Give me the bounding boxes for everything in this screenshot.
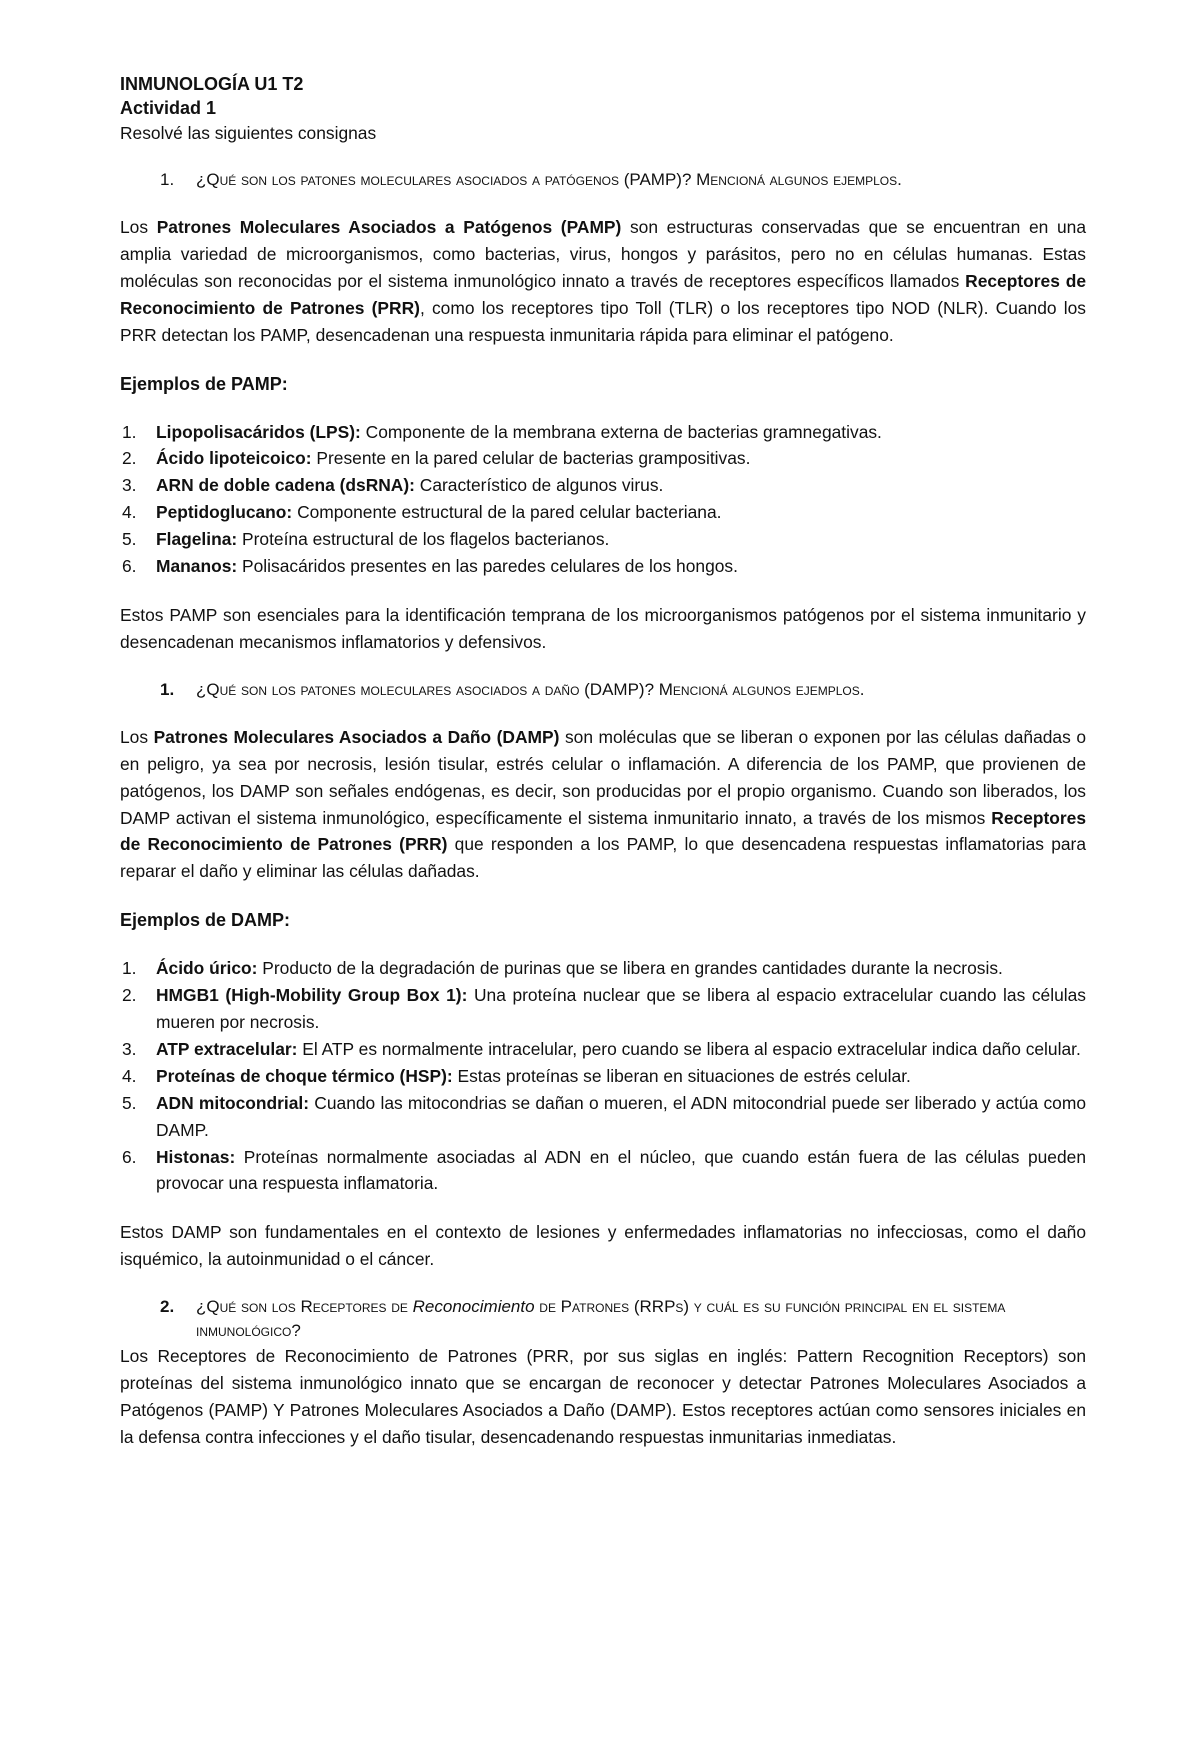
prr-term: Receptores de Reconocimiento de Patrones (PRR) (120, 807, 1086, 855)
list-item: 3. ATP extracelular: El ATP es normalmente intracelular, pero cuando se libera al espacio extracelular indica daño celular. (122, 1038, 1081, 1059)
damp-definition-paragraph: Los Patrones Moleculares Asociados a Daño (DAMP) son moléculas que se liberan o exponen por las células dañadas o en peligro, ya sea por necrosis, lesión tisular, estrés celular o inflamación. A diferencia de los PAMP, que provienen de patógenos, los DAMP son señales endógenas, es decir, son producidas por el propio organismo. Cuando son liberados, los DAMP activan el sistema inmunológico, específicamente el sistema inmunitario innato, a través de los mismos Receptores de Reconocimiento de Patrones (PRR) que responden a los PAMP, lo que desencadena respuestas inflamatorias para reparar el daño y eliminar las células dañadas. (120, 726, 1087, 882)
list-item: 2. HMGB1 (High-Mobility Group Box 1): Una proteína nuclear que se libera al espacio extracelular cuando las células mueren por necrosis. (122, 985, 1086, 1033)
document-title: INMUNOLOGÍA U1 T2 (120, 74, 304, 94)
list-item: 4. Peptidoglucano: Componente estructural de la pared celular bacteriana. (122, 502, 722, 523)
pamp-examples-heading: Ejemplos de PAMP: (120, 373, 288, 394)
question-number: 1. (160, 679, 175, 699)
pamp-term: Patrones Moleculares Asociados a Patógenos (PAMP) (156, 217, 622, 237)
list-item: 1. Ácido úrico: Producto de la degradación de purinas que se libera en grandes cantidades durante la necrosis. (122, 958, 1003, 979)
question-damp (120, 678, 1086, 702)
list-item: 3. ARN de doble cadena (dsRNA): Característico de algunos virus. (122, 475, 664, 496)
list-item: 2. Ácido lipoteicoico: Presente en la pared celular de bacterias grampositivas. (122, 448, 751, 469)
question-pamp (120, 168, 1086, 192)
list-item: 5. ADN mitocondrial: Cuando las mitocondrias se dañan o mueren, el ADN mitocondrial puede ser liberado y actúa como DAMP. (122, 1092, 1086, 1140)
instruction-text: Resolvé las siguientes consignas (120, 123, 377, 143)
pamp-closing-paragraph: Estos PAMP son esenciales para la identificación temprana de los microorganismos patógenos por el sistema inmunitario y desencadenan mecanismos inflamatorios y defensivos. (120, 604, 1086, 652)
pamp-definition-paragraph: Los Patrones Moleculares Asociados a Patógenos (PAMP) son estructuras conservadas que se encuentran en una amplia variedad de microorganismos, como bacterias, virus, hongos y parásitos, pero no en células humanas. Estas moléculas son reconocidas por el sistema inmunológico innato a través de receptores específicos llamados Receptores de Reconocimiento de Patrones (PRR), como los receptores tipo Toll (TLR) o los receptores tipo NOD (NLR). Cuando los PRR detectan los PAMP, desencadenan una respuesta inmunitaria rápida para eliminar el patógeno. (120, 217, 1086, 345)
list-item: 4. Proteínas de choque térmico (HSP): Estas proteínas se liberan en situaciones de estrés celular. (122, 1065, 911, 1086)
list-item: 6. Mananos: Polisacáridos presentes en las paredes celulares de los hongos. (122, 556, 738, 577)
document-page (120, 72, 1086, 1451)
question-text: ¿Qué son los patones moleculares asociados a daño (DAMP)? Mencioná algunos ejemplos. (196, 679, 865, 699)
damp-term: Patrones Moleculares Asociados a Daño (DAMP) (153, 726, 560, 747)
damp-examples-heading: Ejemplos de DAMP: (120, 910, 291, 931)
question-text: ¿Qué son los Receptores de Reconocimiento de Patrones (RRPs) y cuál es su función principal en el sistema inmunológico? (196, 1297, 1006, 1341)
list-item: 1. Lipopolisacáridos (LPS): Componente de la membrana externa de bacterias gramnegativas. (122, 421, 882, 442)
question-number: 2. (160, 1297, 175, 1317)
prr-term: Receptores de Reconocimiento de Patrones (PRR) (120, 270, 1086, 318)
question-text: ¿Qué son los patones moleculares asociados a patógenos (PAMP)? Mencioná algunos ejemplos. (196, 170, 902, 189)
pamp-examples-list (120, 419, 1086, 580)
activity-heading: Actividad 1 (120, 98, 217, 118)
prr-answer-paragraph: Los Receptores de Reconocimiento de Patrones (PRR, por sus siglas en inglés: Pattern Recognition Receptors) son proteínas del sistema inmunológico innato que se encargan de reconocer y detectar Patrones Moleculares Asociados a Patógenos (PAMP) Y Patrones Moleculares Asociados a Daño (DAMP). Estos receptores actúan como sensores iniciales en la defensa contra infecciones y el daño tisular, desencadenando respuestas inmunitarias inmediatas. (120, 1346, 1086, 1447)
question-prr (120, 1295, 1086, 1343)
question-number: 1. (160, 170, 175, 189)
damp-closing-paragraph: Estos DAMP son fundamentales en el contexto de lesiones y enfermedades inflamatorias no infecciosas, como el daño isquémico, la autoinmunidad o el cáncer. (120, 1222, 1086, 1270)
list-item: 5. Flagelina: Proteína estructural de los flagelos bacterianos. (122, 529, 610, 550)
list-item: 6. Histonas: Proteínas normalmente asociadas al ADN en el núcleo, que cuando están fuera de las células pueden provocar una respuesta inflamatoria. (122, 1146, 1086, 1194)
damp-examples-list (120, 955, 1086, 1197)
